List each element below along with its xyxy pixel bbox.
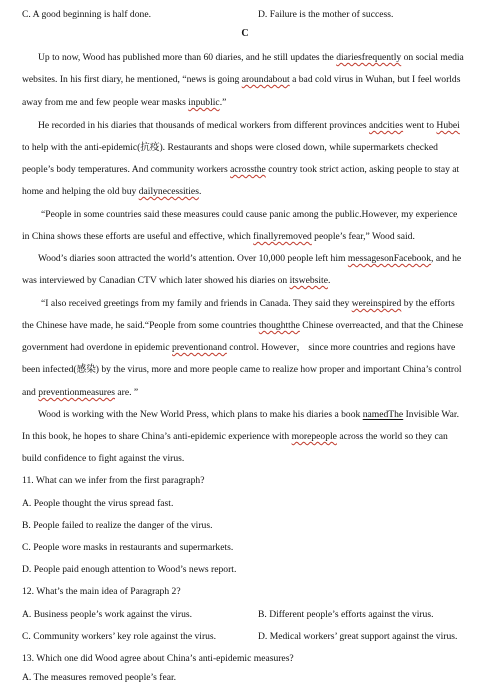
p5-line5: and preventionmeasures are. ” <box>22 387 139 398</box>
p3-line2: in China shows these efforts are useful and effective, which finallyremoved people’s fear,” Wood said. <box>22 231 415 242</box>
q11-option-a[interactable]: A. People thought the virus spread fast. <box>22 498 174 509</box>
q11-option-d[interactable]: D. People paid enough attention to Wood’s news report. <box>22 564 237 575</box>
p2-line3: people’s body temperatures. And community workers acrossthe country took strict action, asking people to stay at <box>22 164 460 175</box>
q12-option-b[interactable]: B. Different people’s efforts against the virus. <box>258 609 434 620</box>
q11-stem: 11. What can we infer from the first paragraph? <box>22 475 205 486</box>
p2-line2: to help with the anti-epidemic(抗疫). Restaurants and shops were closed down, while supermarkets checked <box>22 142 438 153</box>
section-label: C <box>241 28 249 39</box>
option-c-top: C. A good beginning is half done. <box>22 9 151 20</box>
q12-option-c[interactable]: C. Community workers’ key role against the virus. <box>22 631 217 642</box>
q12-options-row1 <box>22 609 476 621</box>
q12-option-a[interactable]: A. Business people’s work against the virus. <box>22 609 193 620</box>
p5-line4: been infected(感染) by the virus, more and more people came to realize how proper and important China’s control <box>22 364 462 375</box>
p6-line3: build confidence to fight against the virus. <box>22 453 185 464</box>
q11-option-c[interactable]: C. People wore masks in restaurants and supermarkets. <box>22 542 234 553</box>
q13-option-a[interactable]: A. The measures removed people’s fear. <box>22 672 177 683</box>
p6-line1: Wood is working with the New World Press, which plans to make his diaries a book namedThe Invisible War. <box>38 409 459 420</box>
q13-stem: 13. Which one did Wood agree about China’s anti-epidemic measures? <box>22 653 294 664</box>
q12-options-row2 <box>22 631 476 643</box>
q12-option-d[interactable]: D. Medical workers’ great support against the virus. <box>258 631 458 642</box>
top-options-row <box>22 9 476 21</box>
p3-line1: “People in some countries said these measures could cause panic among the public.However, my experience <box>41 209 458 220</box>
p1-line1: Up to now, Wood has published more than 60 diaries, and he still updates the diariesfrequently on social media <box>38 52 464 63</box>
p6-line2: In this book, he hopes to share China’s anti-epidemic experience with morepeople across the world so they can <box>22 431 448 442</box>
p1-line3: away from me and few people wear masks inpublic.” <box>22 97 227 108</box>
p5-line2: the Chinese have made, he said.“People from some countries thoughtthe Chinese overreacted, and that the Chinese <box>22 320 464 331</box>
p1-line2: websites. In his first diary, he mentioned, “news is going aroundabout a bad cold virus in Wuhan, but I feel worlds <box>22 74 461 85</box>
p5-line1: “I also received greetings from my family and friends in Canada. They said they wereinspired by the efforts <box>41 298 455 309</box>
q11-option-b[interactable]: B. People failed to realize the danger of the virus. <box>22 520 213 531</box>
p2-line4: home and helping the old buy dailynecessities. <box>22 186 202 197</box>
p4-line2: was interviewed by Canadian CTV which later showed his diaries on itswebsite. <box>22 275 331 286</box>
p5-line3: government had overdone in epidemic preventionand control. However， since more countries and regions have <box>22 342 456 353</box>
p2-line1: He recorded in his diaries that thousands of medical workers from different provinces andcities went to Hubei <box>38 120 460 131</box>
q12-stem: 12. What’s the main idea of Paragraph 2? <box>22 586 181 597</box>
p4-line1: Wood’s diaries soon attracted the world’s attention. Over 10,000 people left him messagesonFacebook, and he <box>38 253 462 264</box>
option-d-top: D. Failure is the mother of success. <box>258 9 394 20</box>
